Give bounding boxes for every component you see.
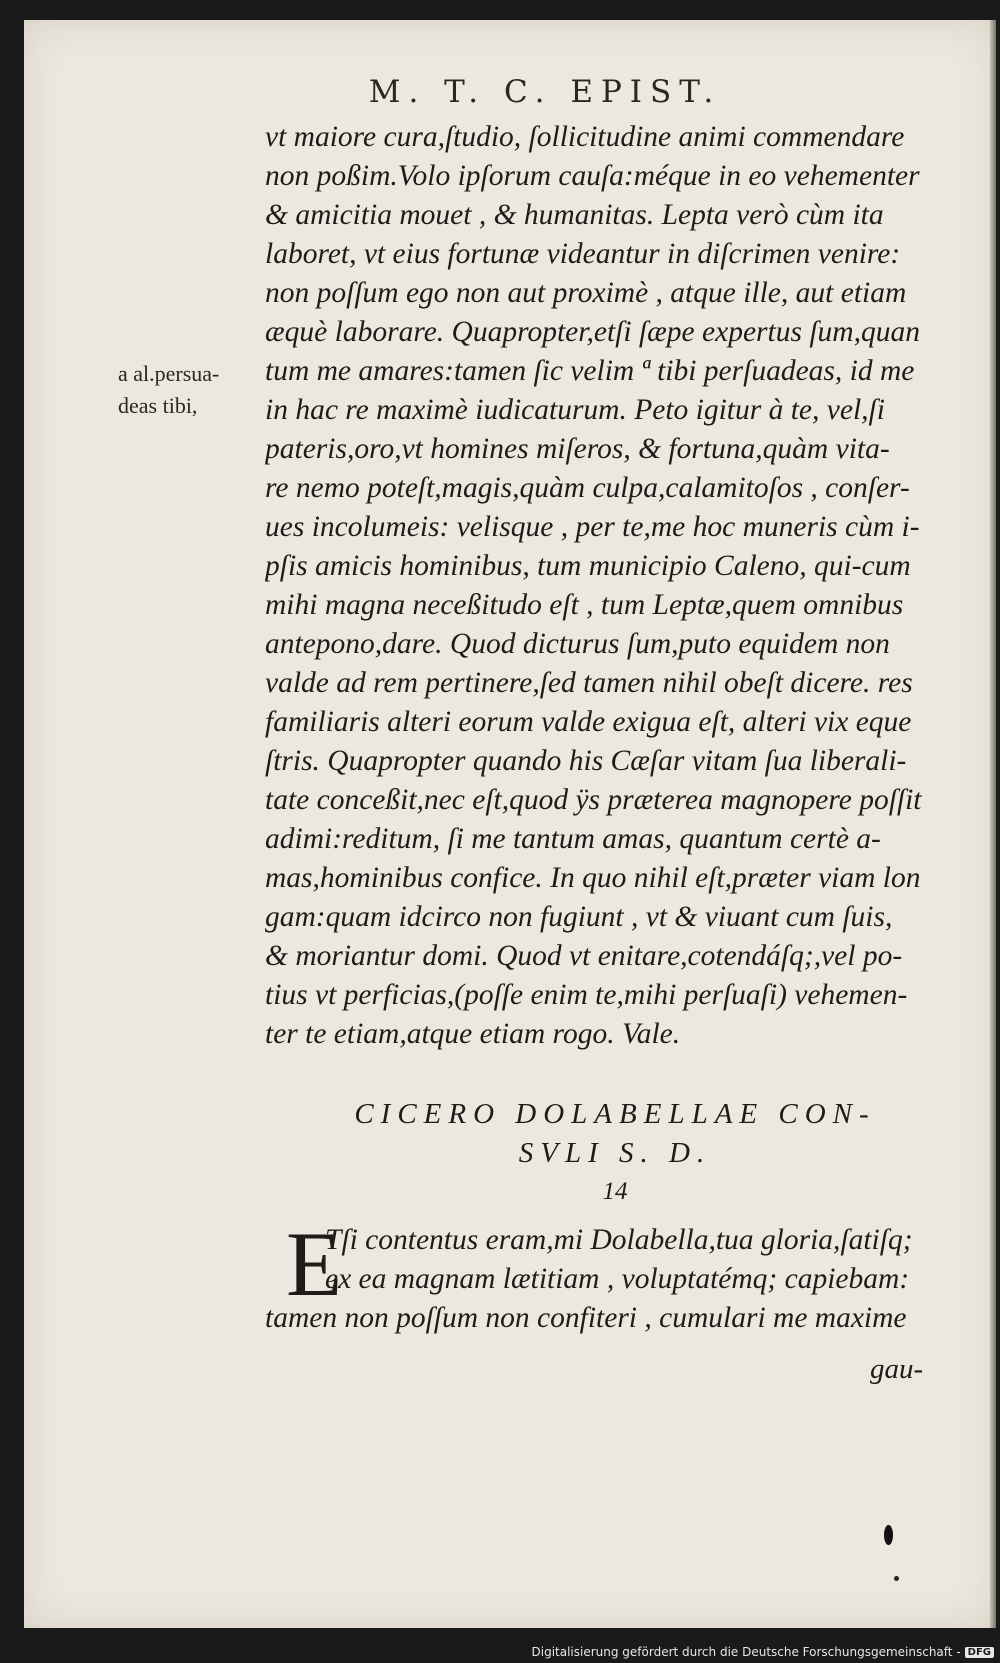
text-line: vt maiore cura,ſtudio, ſollicitudine animi commendare: [265, 121, 905, 153]
footer-credit: [532, 1645, 995, 1659]
text-line: ſtris. Quapropter quando his Cæſar vitam ſua liberali-: [265, 745, 907, 777]
text-line: Tſi contentus eram,mi Dolabella,tua gloria,ſatiſq;: [325, 1224, 913, 1256]
text-line: in hac re maximè iudicaturum. Peto igitur à te, vel,ſi: [265, 394, 885, 426]
text-line: antepono,dare. Quod dicturus ſum,puto equidem non: [265, 628, 890, 660]
page-spine-edge: [990, 20, 996, 1628]
ink-blot-mark: [884, 1525, 893, 1545]
text-line: pateris,oro,vt homines miſeros, & fortuna,quàm vita-: [265, 433, 890, 465]
letter-heading-line: CICERO DOLABELLAE CON-: [354, 1098, 876, 1130]
text-line: ter te etiam,atque etiam rogo. Vale.: [265, 1018, 681, 1050]
text-line: gam:quam idcirco non fugiunt , vt & viuant cum ſuis,: [265, 901, 893, 933]
text-line: mihi magna neceßitudo eſt , tum Leptæ,quem omnibus: [265, 589, 904, 621]
text-line: tate conceßit,nec eſt,quod ÿs præterea magnopere poſſit: [265, 784, 922, 816]
body-text: [265, 118, 965, 1054]
text-line: tius vt perficias,(poſſe enim te,mihi perſuaſi) vehemen-: [265, 979, 908, 1011]
margin-note-line: a al.persua-: [118, 361, 220, 386]
text-line: laboret, vt eius fortunæ videantur in diſcrimen venire:: [265, 238, 901, 270]
text-line: mas,hominibus confice. In quo nihil eſt,præter viam lon: [265, 862, 921, 894]
ink-dot-mark: [894, 1576, 899, 1581]
text-line: re nemo poteſt,magis,quàm culpa,calamitoſos , conſer-: [265, 472, 910, 504]
text-line: & amicitia mouet , & humanitas. Lepta verò cùm ita: [265, 199, 884, 231]
text-line: adimi:reditum, ſi me tantum amas, quantum certè a-: [265, 823, 881, 855]
letter-heading: [265, 1095, 965, 1173]
text-line: ex ea magnam lætitiam , voluptatémq; capiebam:: [325, 1263, 910, 1295]
margin-note-line: deas tibi,: [118, 393, 198, 418]
text-line: non poßim.Volo ipſorum cauſa:méque in eo vehementer: [265, 160, 920, 192]
text-line: pſis amicis hominibus, tum municipio Caleno, qui-cum: [265, 550, 911, 582]
margin-note: [118, 358, 258, 422]
letter-text: [265, 1213, 965, 1338]
text-line: æquè laborare. Quapropter,etſi ſæpe expertus ſum,quan: [265, 316, 920, 348]
text-line: & moriantur domi. Quod vt enitare,cotendáſq;,vel po-: [265, 940, 903, 972]
letter-heading-line: SVLI S. D.: [518, 1137, 712, 1169]
letter-number: 14: [602, 1178, 628, 1205]
catchword: gau-: [870, 1353, 924, 1385]
text-line: tum me amares:tamen ſic velim ª tibi perſuadeas, id me: [265, 355, 915, 387]
text-line: familiaris alteri eorum valde exigua eſt, alteri vix eque: [265, 706, 912, 738]
text-line: tamen non poſſum non confiteri , cumulari me maxime: [265, 1302, 907, 1334]
text-line: valde ad rem pertinere,ſed tamen nihil obeſt dicere. res: [265, 667, 913, 699]
drop-cap-initial: E: [286, 1213, 343, 1315]
footer-text: Digitalisierung gefördert durch die Deutsche Forschungsgemeinschaft -: [531, 1645, 961, 1659]
running-head: M. T. C. EPIST.: [368, 74, 722, 110]
text-line: non poſſum ego non aut proximè , atque ille, aut etiam: [265, 277, 907, 309]
text-line: ues incolumeis: velisque , per te,me hoc muneris cùm i-: [265, 511, 920, 543]
dfg-logo: DFG: [965, 1647, 994, 1658]
